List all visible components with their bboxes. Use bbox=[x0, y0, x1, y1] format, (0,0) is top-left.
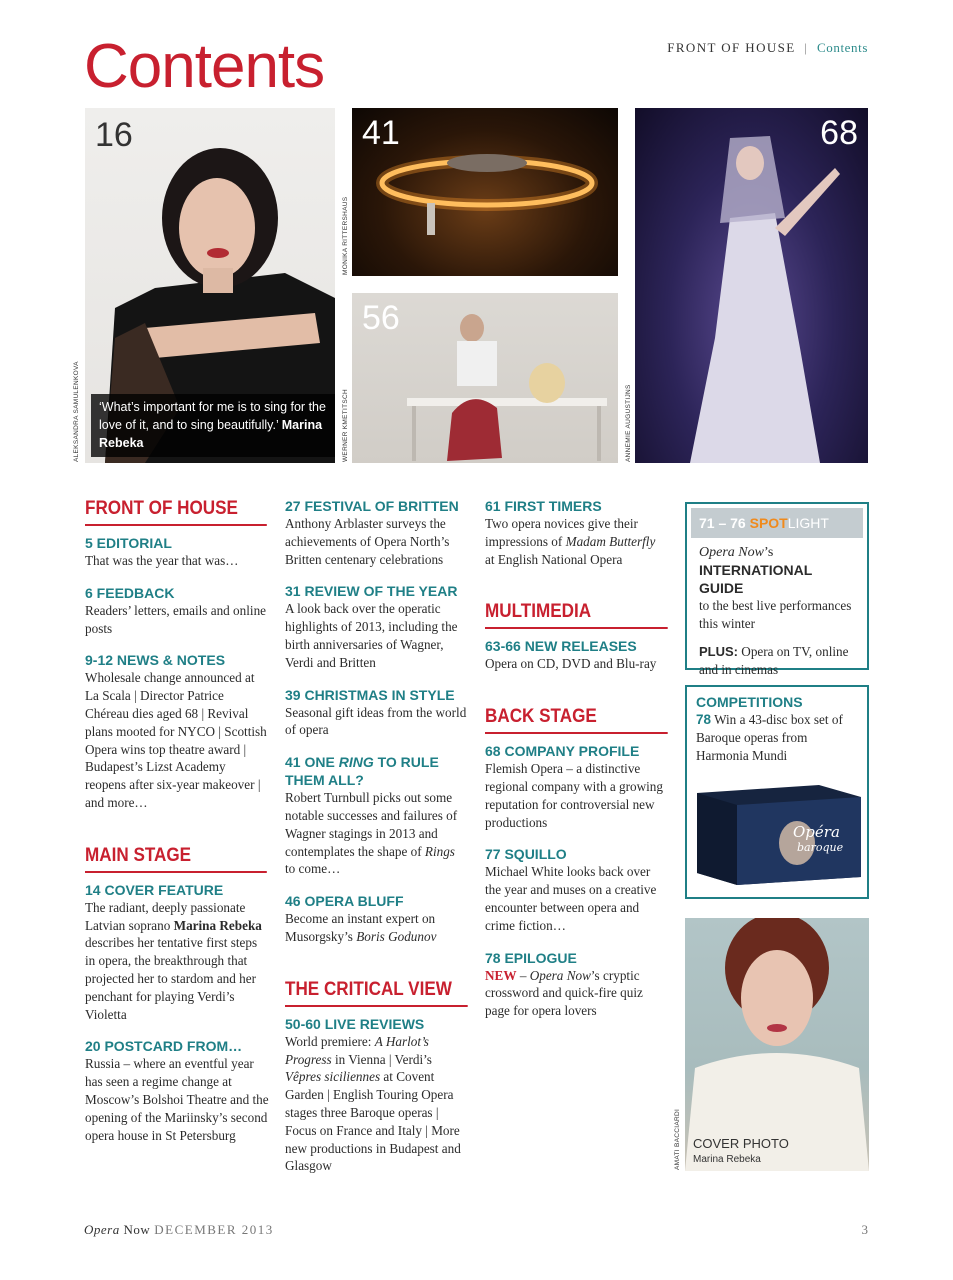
footer-magazine bbox=[84, 1222, 274, 1238]
cover-feature-t1: The radiant, deeply passionate Latvian soprano bbox=[85, 899, 246, 933]
entry-christmas-head[interactable]: 39 CHRISTMAS IN STYLE bbox=[285, 686, 455, 703]
photo-credit-56: WERNER KMETITSCH bbox=[342, 388, 349, 462]
reviews-t2: in Vienna | Verdi’s bbox=[331, 1051, 432, 1067]
photo-41 bbox=[352, 108, 618, 276]
entry-epilogue-head[interactable]: 78 EPILOGUE bbox=[485, 949, 577, 966]
section-main-stage: MAIN STAGE bbox=[85, 844, 267, 873]
photo-16-number: 16 bbox=[95, 116, 133, 154]
ring-t1: Robert Turnbull picks out some notable successes and failures of Wagner stagings in 2013 and contemplates the shape of bbox=[285, 790, 458, 859]
entry-feedback-text: Readers’ letters, emails and online posts bbox=[85, 602, 267, 636]
entry-new-releases-text: Opera on CD, DVD and Blu-ray bbox=[485, 656, 657, 672]
cover-feature-t2: describes her tentative first steps in opera, the breakthrough that projected her to stardom and her penchant for playing Verdi’s Violetta bbox=[85, 935, 258, 1022]
entry-opera-bluff-head[interactable]: 46 OPERA BLUFF bbox=[285, 893, 404, 910]
entry-live-reviews-text bbox=[285, 1033, 468, 1175]
competitions-body bbox=[687, 687, 867, 764]
entry-britten-head[interactable]: 27 FESTIVAL OF BRITTEN bbox=[285, 498, 459, 514]
page-title: Contents bbox=[84, 32, 325, 101]
ring-t2: to come… bbox=[285, 861, 341, 877]
reviews-vepres: Vêpres siciliennes bbox=[285, 1069, 381, 1085]
entry-postcard-head[interactable]: 20 POSTCARD FROM… bbox=[85, 1038, 243, 1055]
footer-issue: DECEMBER 2013 bbox=[154, 1222, 274, 1237]
entry-company-profile-text: Flemish Opera – a distinctive regional company with a growing reputation for controversial new productions bbox=[485, 761, 663, 830]
spotlight-opera-now: Opera Now bbox=[699, 545, 764, 560]
entry-opera-bluff-text bbox=[285, 910, 468, 946]
running-head bbox=[667, 40, 868, 56]
entry-epilogue-text bbox=[485, 967, 668, 1020]
entry-new-releases-head[interactable]: 63-66 NEW RELEASES bbox=[485, 638, 637, 655]
entry-review-year-text: A look back over the operatic highlights of 2013, including the birth anniversaries of Wagner, Verdi and Britten bbox=[285, 601, 458, 670]
competitions-num: 78 bbox=[696, 712, 712, 727]
cover-photo-name: Marina Rebeka bbox=[693, 1154, 761, 1165]
spotlight-text: to the best live performances this winter bbox=[699, 598, 852, 632]
box-word-baroque: baroque bbox=[797, 841, 844, 854]
entry-editorial-text: That was the year that was… bbox=[85, 553, 239, 568]
photo-credit-16: ALEKSANDRA SAMULENKOVA bbox=[73, 361, 80, 462]
entry-news-head[interactable]: 9-12 NEWS & NOTES bbox=[85, 652, 226, 669]
ring-head-a: 41 ONE bbox=[285, 754, 339, 771]
entry-christmas-text: Seasonal gift ideas from the world of opera bbox=[285, 704, 467, 738]
spotlight-body bbox=[687, 538, 867, 679]
competitions-box[interactable] bbox=[685, 685, 869, 899]
spotlight-header bbox=[691, 508, 863, 538]
spotlight-plus: PLUS: bbox=[699, 643, 738, 659]
photo-56-number: 56 bbox=[362, 299, 400, 337]
cover-photo-credit: AMATI BACCIARDI bbox=[674, 1108, 681, 1170]
photo-68 bbox=[635, 108, 868, 463]
quote-text: ‘What’s important for me is to sing for the love of it, and to sing beautifully.’ bbox=[99, 400, 326, 432]
bluff-t1: Become an instant expert on Musorgsky’s bbox=[285, 911, 436, 944]
competitions-head: COMPETITIONS bbox=[696, 694, 803, 710]
column-3 bbox=[485, 497, 668, 1034]
first-timers-t1: Two opera novices give their impressions of bbox=[485, 516, 638, 549]
spotlight-guide: INTERNATIONAL GUIDE bbox=[699, 561, 813, 596]
running-separator: | bbox=[804, 40, 809, 55]
entry-review-year-head[interactable]: 31 REVIEW OF THE YEAR bbox=[285, 583, 458, 600]
epilogue-t1: – bbox=[516, 967, 530, 983]
cover-portrait-illustration bbox=[685, 918, 869, 1171]
entry-ring-text bbox=[285, 789, 468, 878]
section-front-of-house: FRONT OF HOUSE bbox=[85, 497, 267, 526]
footer-mag-italic: Opera bbox=[84, 1222, 120, 1237]
reviews-t3: at Covent Garden | English Touring Opera stages three Baroque operas | Focus on France and Italy | More new productions in Budapest and Glasgow bbox=[285, 1069, 461, 1174]
entry-postcard-text: Russia – where an eventful year has seen a regime change at Moscow’s Bolshoi Theatre and the opening of the Mariinsky’s second opera house in St Petersburg bbox=[85, 1056, 269, 1143]
spotlight-plus-text: Opera on TV, online and in cinemas bbox=[699, 643, 849, 677]
entry-company-profile-head[interactable]: 68 COMPANY PROFILE bbox=[485, 743, 640, 760]
page-number: 3 bbox=[861, 1222, 868, 1237]
ring-rings: Rings bbox=[424, 843, 455, 859]
photo-41-number: 41 bbox=[362, 114, 400, 152]
entry-ring-head[interactable] bbox=[285, 753, 468, 789]
section-back-stage: BACK STAGE bbox=[485, 705, 668, 734]
column-2 bbox=[285, 497, 468, 1189]
box-word-opera: Opéra bbox=[793, 823, 840, 841]
cover-feature-name: Marina Rebeka bbox=[173, 917, 262, 933]
photo-16 bbox=[85, 108, 335, 463]
competitions-text bbox=[696, 711, 859, 764]
first-timers-t2: at English National Opera bbox=[485, 551, 623, 567]
column-1 bbox=[85, 497, 269, 1158]
entry-cover-feature-text bbox=[85, 899, 269, 1024]
entry-editorial-head[interactable]: 5 EDITORIAL bbox=[85, 535, 172, 551]
cover-photo bbox=[685, 918, 869, 1171]
ring-head-b: TO RULE THEM ALL? bbox=[285, 754, 439, 789]
epilogue-t2: ’s cryptic crossword and quick-fire quiz page for opera lovers bbox=[485, 967, 643, 1019]
ring-head-ring: RING bbox=[338, 754, 374, 771]
entry-feedback-head[interactable]: 6 FEEDBACK bbox=[85, 584, 175, 601]
cover-quote bbox=[91, 394, 335, 457]
running-current: Contents bbox=[816, 40, 868, 55]
spotlight-possessive: ’s bbox=[763, 545, 774, 560]
photo-credit-41: MONIKA RITTERSHAUS bbox=[342, 196, 349, 275]
entry-cover-feature-head[interactable]: 14 COVER FEATURE bbox=[85, 881, 224, 898]
spotlight-range: 71 – 76 bbox=[699, 515, 750, 531]
entry-first-timers-head[interactable]: 61 FIRST TIMERS bbox=[485, 498, 602, 514]
entry-squillo-head[interactable]: 77 SQUILLO bbox=[485, 846, 567, 863]
bluff-boris: Boris Godunov bbox=[356, 928, 437, 944]
running-section: FRONT OF HOUSE bbox=[667, 40, 796, 55]
cover-photo-label: COVER PHOTO bbox=[693, 1136, 789, 1151]
spotlight-box[interactable] bbox=[685, 502, 869, 677]
entry-squillo-text: Michael White looks back over the year and muses on a creative encounter between opera and crime fiction… bbox=[485, 864, 657, 933]
bride-illustration bbox=[635, 108, 868, 463]
entry-live-reviews-head[interactable]: 50-60 LIVE REVIEWS bbox=[285, 1015, 425, 1032]
footer-mag-rest: Now bbox=[119, 1222, 151, 1237]
spotlight-spot: SPOT bbox=[749, 515, 788, 531]
spotlight-light: LIGHT bbox=[787, 515, 829, 531]
section-multimedia: MULTIMEDIA bbox=[485, 600, 668, 629]
reviews-t1: World premiere: bbox=[285, 1033, 375, 1049]
box-set-image bbox=[697, 785, 861, 885]
photo-68-number: 68 bbox=[820, 114, 858, 152]
reviews-harlot: A Harlot’s Progress bbox=[285, 1033, 429, 1067]
entry-first-timers-text bbox=[485, 515, 668, 568]
entry-news-text: Wholesale change announced at La Scala | Director Patrice Chéreau dies aged 68 | Revival plans mooted for NYCO | Scottish Opera wins top theatre award | Budapest’s Lizst Academy reopens after six-year makeover | and more… bbox=[85, 670, 267, 810]
quote-name: Marina Rebeka bbox=[99, 418, 323, 450]
epilogue-new-badge: NEW bbox=[485, 967, 517, 983]
first-timers-butterfly: Madam Butterfly bbox=[565, 533, 656, 549]
epilogue-opera-now: Opera Now bbox=[529, 967, 591, 983]
photo-56 bbox=[352, 293, 618, 463]
competitions-desc: Win a 43-disc box set of Baroque operas from Harmonia Mundi bbox=[696, 712, 843, 763]
section-critical-view: THE CRITICAL VIEW bbox=[285, 978, 468, 1007]
photo-credit-68: ANNEMIE AUGUSTIJNS bbox=[625, 384, 632, 462]
entry-britten-text: Anthony Arblaster surveys the achievements of Opera North’s Britten centenary celebrations bbox=[285, 516, 450, 567]
